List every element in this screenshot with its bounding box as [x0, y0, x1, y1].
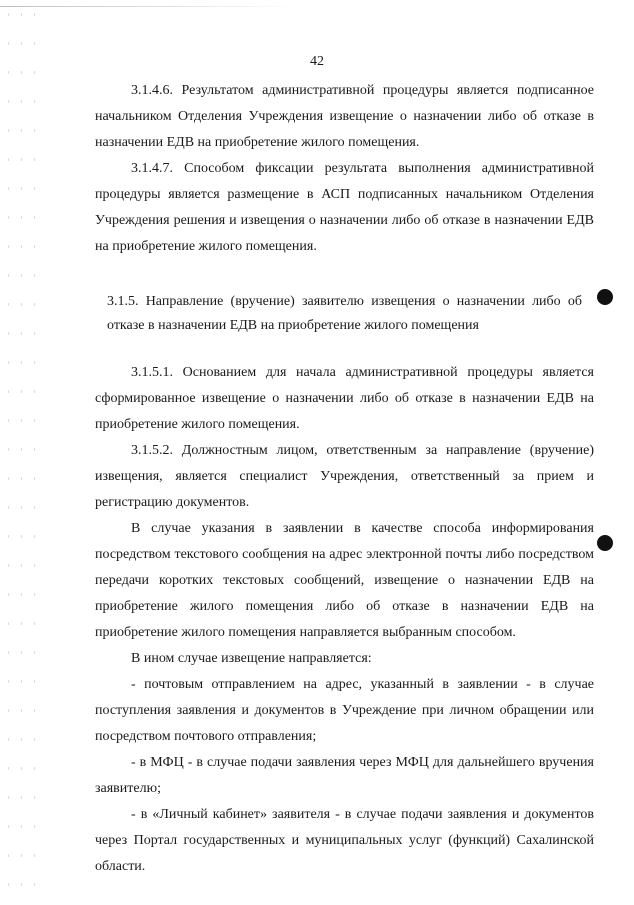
paragraph-notification-method: В случае указания в заявлении в качестве способа информирования посредством текстового сообщения на адрес электронной почты либо посредством передачи коротких текстовых сообщений, извещение о назначении ЕДВ на приобретение жилого помещения либо об отказе в назначении ЕДВ на приобретение жилого помещения направляется выбранным способом. — [95, 521, 594, 640]
section-heading-3-1-5: 3.1.5. Направление (вручение) заявителю извещения о назначении либо об отказе в назначении ЕДВ на приобретение жилого помещения — [107, 294, 582, 333]
scan-margin-noise — [2, 0, 42, 905]
punch-hole — [597, 289, 613, 305]
scan-top-edge — [0, 6, 300, 7]
punch-hole — [597, 535, 613, 551]
list-item-postal: - почтовым отправлением на адрес, указанный в заявлении - в случае поступления заявления и документов в Учреждение при личном обращении или посредством почтового отправления; — [95, 677, 594, 744]
list-item-personal-cabinet: - в «Личный кабинет» заявителя - в случае подачи заявления и документов через Портал государственных и муниципальных услуг (функций) Сахалинской области. — [95, 807, 594, 874]
paragraph-3-1-5-2: 3.1.5.2. Должностным лицом, ответственным за направление (вручение) извещения, является специалист Учреждения, ответственный за прием и регистрацию документов. — [95, 443, 594, 510]
list-item-mfc: - в МФЦ - в случае подачи заявления через МФЦ для дальнейшего вручения заявителю; — [95, 755, 594, 796]
page-number: 42 — [310, 54, 324, 69]
paragraph-otherwise: В ином случае извещение направляется: — [131, 651, 372, 666]
document-body — [95, 78, 594, 880]
paragraph-3-1-5-1: 3.1.5.1. Основанием для начала административной процедуры является сформированное извещение о назначении либо об отказе в назначении ЕДВ на приобретение жилого помещения. — [95, 365, 594, 432]
paragraph-3-1-4-6: 3.1.4.6. Результатом административной процедуры является подписанное начальником Отделения Учреждения извещение о назначении либо об отказе в назначении ЕДВ на приобретение жилого помещения. — [95, 83, 594, 150]
paragraph-3-1-4-7: 3.1.4.7. Способом фиксации результата выполнения административной процедуры является размещение в АСП подписанных начальником Отделения Учреждения решения и извещения о назначении либо об отказе в назначении ЕДВ на приобретение жилого помещения. — [95, 161, 594, 254]
